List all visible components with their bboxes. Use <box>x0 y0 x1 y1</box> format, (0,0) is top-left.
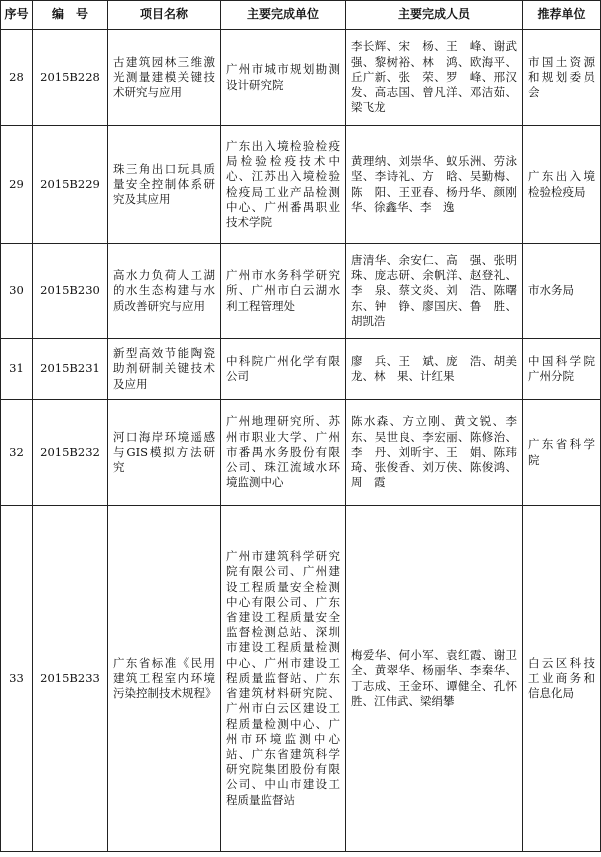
cell-code: 2015B230 <box>33 244 108 339</box>
header-people: 主要完成人员 <box>346 1 523 30</box>
cell-recommender: 白云区科技工业商务和信息化局 <box>523 506 601 852</box>
header-code: 编 号 <box>33 1 108 30</box>
table-row <box>1 339 601 400</box>
cell-unit: 广州市水务科学研究所、广州市白云湖水利工程管理处 <box>221 244 346 339</box>
cell-code: 2015B228 <box>33 30 108 126</box>
table-row <box>1 400 601 506</box>
table-row <box>1 506 601 852</box>
header-seq: 序号 <box>1 1 33 30</box>
table-row <box>1 244 601 339</box>
cell-unit: 广州市城市规划勘测设计研究院 <box>221 30 346 126</box>
cell-seq: 32 <box>1 400 33 506</box>
cell-seq: 31 <box>1 339 33 400</box>
table-body <box>1 30 601 852</box>
cell-people: 廖 兵、王 斌、庞 浩、胡美龙、林 果、计红果 <box>346 339 523 400</box>
cell-unit: 广州地理研究所、苏州市职业大学、广州市番禺水务股份有限公司、珠江流域水环境监测中心 <box>221 400 346 506</box>
table-row <box>1 30 601 126</box>
cell-recommender: 市国土资源和规划委员会 <box>523 30 601 126</box>
cell-code: 2015B231 <box>33 339 108 400</box>
cell-people: 陈水森、方立刚、黄文锐、李 东、吴世良、李宏丽、陈修治、李 丹、刘昕宇、王 娟、陈玮琦、张俊香、刘万侠、陈俊鸿、周 霞 <box>346 400 523 506</box>
cell-unit: 广东出入境检验检疫局检验检疫技术中心、江苏出入境检验检疫局工业产品检测中心、广州番禺职业技术学院 <box>221 126 346 244</box>
cell-recommender: 中国科学院广州分院 <box>523 339 601 400</box>
cell-unit: 广州市建筑科学研究院有限公司、广州建设工程质量安全检测中心有限公司、广东省建设工程质量安全监督检测总站、深圳市建设工程质量检测中心、广州市建设工程质量监督站、广东省建筑材料研究院、广州市白云区建设工程质量检测中心、广州市环境监测中心站、广东省建筑科学研究院集团股份有限公司、中山市建设工程质量监督站 <box>221 506 346 852</box>
table-header <box>1 1 601 30</box>
cell-name: 古建筑园林三维激光测量建模关键技术研究与应用 <box>108 30 221 126</box>
header-name: 项目名称 <box>108 1 221 30</box>
cell-people: 梅爱华、何小军、袁红霞、谢卫全、黄翠华、杨丽华、李秦华、丁志成、王金环、谭健全、孔怀胜、江伟武、梁绢攀 <box>346 506 523 852</box>
cell-people: 李长辉、宋 杨、王 峰、谢武强、黎树裕、林 鸿、欧海平、丘广新、张 荣、罗 峰、邢汉发、高志国、曾凡洋、邓洁茹、梁飞龙 <box>346 30 523 126</box>
cell-name: 河口海岸环境遥感与GIS模拟方法研究 <box>108 400 221 506</box>
cell-name: 高水力负荷人工湖的水生态构建与水质改善研究与应用 <box>108 244 221 339</box>
cell-unit: 中科院广州化学有限公司 <box>221 339 346 400</box>
cell-seq: 28 <box>1 30 33 126</box>
cell-name: 广东省标准《民用建筑工程室内环境污染控制技术规程》 <box>108 506 221 852</box>
cell-people: 唐清华、余安仁、高 强、张明珠、庞志研、余帆洋、赵登礼、李 泉、蔡文炎、刘 浩、陈曙东、钟 铮、廖国庆、鲁 胜、胡凯浩 <box>346 244 523 339</box>
cell-code: 2015B232 <box>33 400 108 506</box>
cell-seq: 29 <box>1 126 33 244</box>
cell-recommender: 市水务局 <box>523 244 601 339</box>
cell-recommender: 广东省科学院 <box>523 400 601 506</box>
cell-name: 新型高效节能陶瓷助剂研制关键技术及应用 <box>108 339 221 400</box>
header-recommender: 推荐单位 <box>523 1 601 30</box>
cell-name: 珠三角出口玩具质量安全控制体系研究及其应用 <box>108 126 221 244</box>
cell-code: 2015B229 <box>33 126 108 244</box>
cell-recommender: 广东出入境检验检疫局 <box>523 126 601 244</box>
cell-people: 黄理纳、刘崇华、蚁乐洲、劳泳坚、李诗礼、方 晗、吴勤梅、陈 阳、王亚春、杨丹华、颜刚华、徐鑫华、李 逸 <box>346 126 523 244</box>
header-unit: 主要完成单位 <box>221 1 346 30</box>
cell-code: 2015B233 <box>33 506 108 852</box>
cell-seq: 33 <box>1 506 33 852</box>
cell-seq: 30 <box>1 244 33 339</box>
table-row <box>1 126 601 244</box>
header-row <box>1 1 601 30</box>
